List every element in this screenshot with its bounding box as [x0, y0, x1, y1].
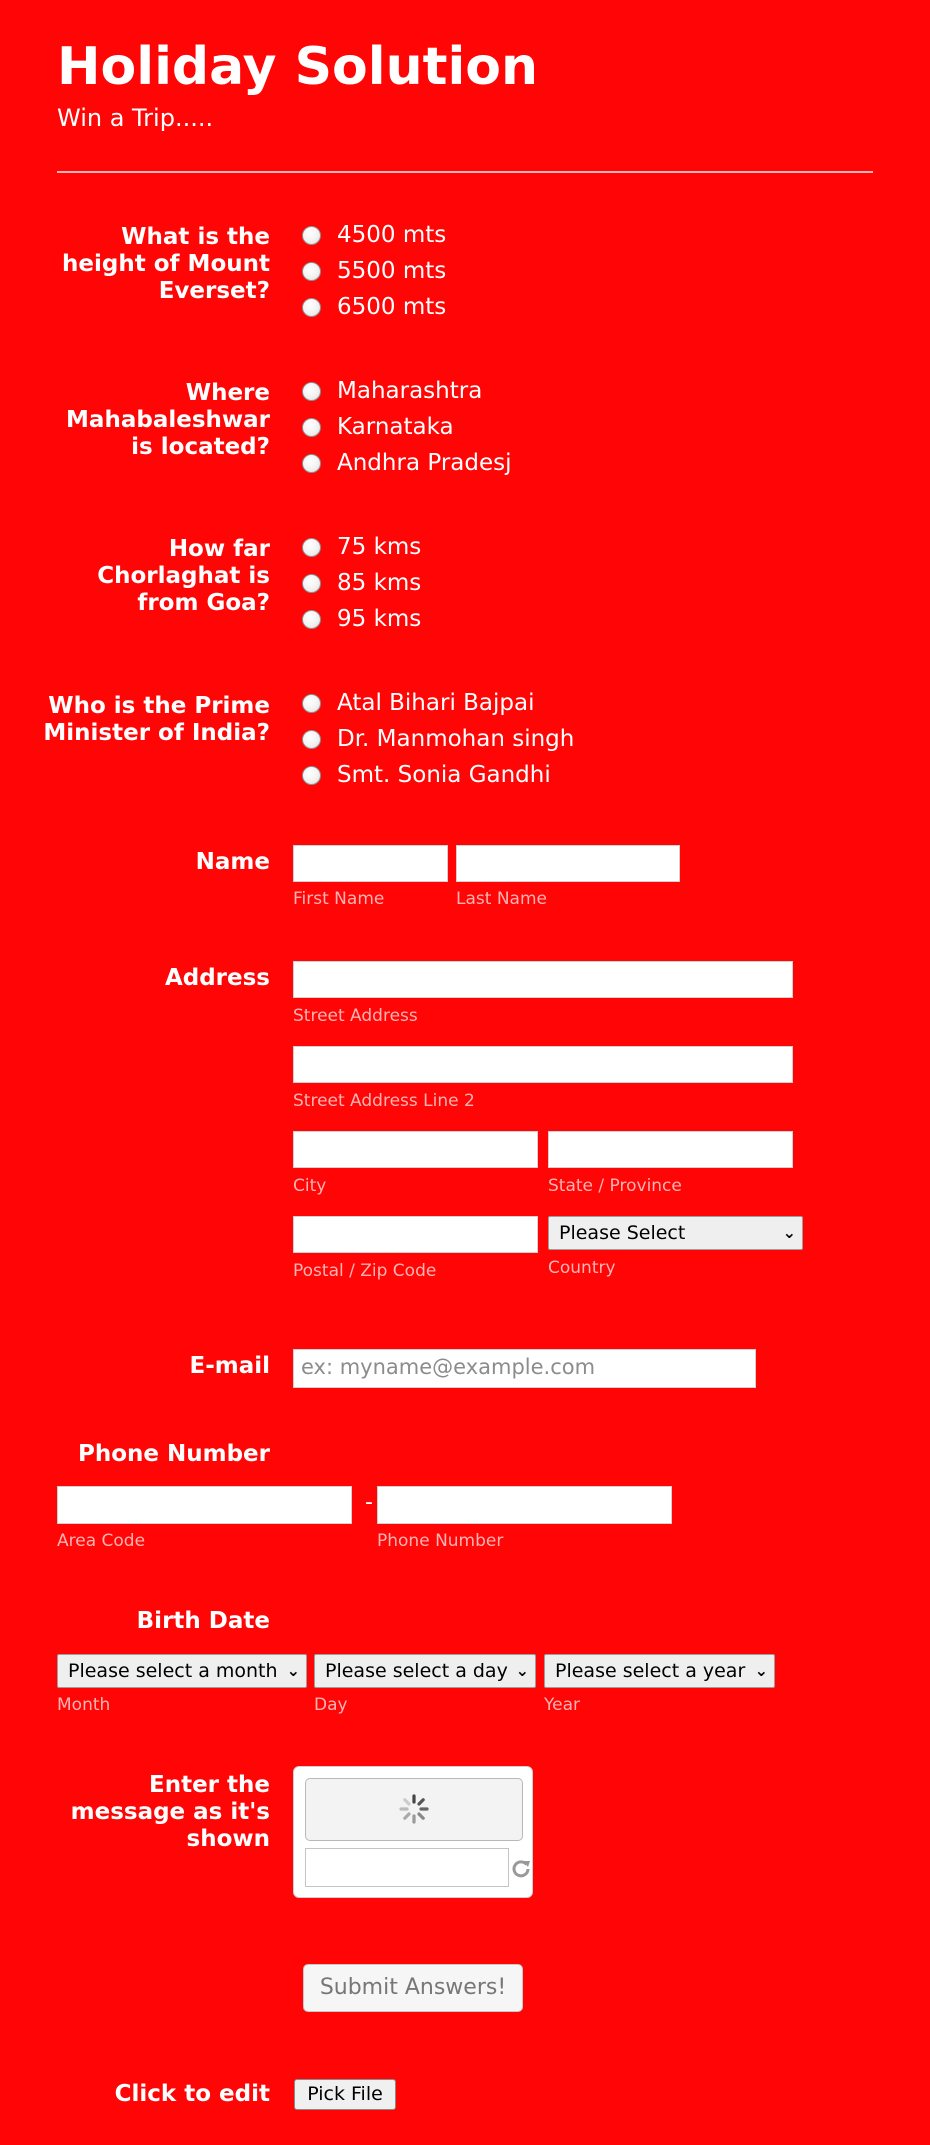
radio-button[interactable]	[302, 694, 321, 713]
birth-day-sublabel: Day	[314, 1695, 348, 1715]
header-divider	[57, 171, 873, 173]
radio-option-label: Andhra Pradesj	[337, 450, 512, 476]
page-subtitle: Win a Trip.....	[57, 104, 214, 132]
page-title: Holiday Solution	[57, 37, 539, 97]
birth-date-label: Birth Date	[136, 1608, 270, 1634]
radio-button[interactable]	[302, 262, 321, 281]
radio-option[interactable]	[300, 255, 446, 287]
question-label: Where Mahabaleshwar is located?	[66, 380, 270, 460]
upload-label: Click to edit	[114, 2081, 270, 2107]
first-name-sublabel: First Name	[293, 889, 385, 909]
submit-button[interactable]: Submit Answers!	[303, 1964, 523, 2012]
radio-button[interactable]	[302, 610, 321, 629]
country-select-value: Please Select	[559, 1222, 686, 1244]
state-sublabel: State / Province	[548, 1176, 682, 1196]
name-label: Name	[195, 849, 270, 875]
radio-option-label: 95 kms	[337, 606, 422, 632]
email-input[interactable]	[293, 1349, 756, 1388]
radio-option-label: 4500 mts	[337, 222, 447, 248]
radio-option[interactable]	[300, 531, 421, 563]
radio-option[interactable]	[300, 375, 482, 407]
radio-option-label: 6500 mts	[337, 294, 447, 320]
chevron-down-icon: ⌄	[782, 1223, 796, 1242]
pick-file-button[interactable]: Pick File	[294, 2079, 396, 2110]
radio-option-label: Maharashtra	[337, 378, 483, 404]
phone-label: Phone Number	[77, 1441, 270, 1467]
radio-option[interactable]	[300, 411, 454, 443]
birth-month-select[interactable]	[57, 1654, 307, 1688]
area-code-input[interactable]	[57, 1486, 352, 1524]
phone-number-input[interactable]	[377, 1486, 672, 1524]
birth-month-value: Please select a month	[68, 1660, 278, 1682]
birth-year-sublabel: Year	[544, 1695, 580, 1715]
chevron-down-icon: ⌄	[754, 1661, 768, 1680]
question-label: What is the height of Mount Everset?	[62, 224, 270, 304]
radio-option-label: Karnataka	[337, 414, 454, 440]
last-name-sublabel: Last Name	[456, 889, 547, 909]
radio-option-label: 85 kms	[337, 570, 422, 596]
email-label: E-mail	[189, 1353, 270, 1379]
phone-number-sublabel: Phone Number	[377, 1531, 504, 1551]
captcha-image	[305, 1778, 523, 1841]
refresh-icon[interactable]	[511, 1858, 531, 1878]
radio-option[interactable]	[300, 603, 421, 635]
phone-separator: -	[365, 1490, 373, 1515]
chevron-down-icon: ⌄	[515, 1661, 529, 1680]
birth-year-select[interactable]	[544, 1654, 775, 1688]
birth-day-select[interactable]	[314, 1654, 536, 1688]
radio-button[interactable]	[302, 574, 321, 593]
state-input[interactable]	[548, 1131, 793, 1168]
last-name-input[interactable]	[456, 845, 680, 882]
birth-day-value: Please select a day	[325, 1660, 508, 1682]
radio-button[interactable]	[302, 382, 321, 401]
street-address-line2-input[interactable]	[293, 1046, 793, 1083]
radio-option-label: Smt. Sonia Gandhi	[337, 762, 551, 788]
radio-button[interactable]	[302, 766, 321, 785]
radio-option-label: 75 kms	[337, 534, 422, 560]
radio-option[interactable]	[300, 687, 535, 719]
radio-button[interactable]	[302, 454, 321, 473]
radio-option[interactable]	[300, 291, 446, 323]
radio-option-label: Atal Bihari Bajpai	[337, 690, 535, 716]
radio-option-label: Dr. Manmohan singh	[337, 726, 575, 752]
radio-option[interactable]	[300, 723, 574, 755]
area-code-sublabel: Area Code	[57, 1531, 146, 1551]
question-label: How far Chorlaghat is from Goa?	[97, 536, 270, 616]
birth-month-sublabel: Month	[57, 1695, 111, 1715]
radio-option-label: 5500 mts	[337, 258, 447, 284]
postal-code-input[interactable]	[293, 1216, 538, 1253]
question-label: Who is the Prime Minister of India?	[43, 693, 270, 746]
postal-code-sublabel: Postal / Zip Code	[293, 1261, 437, 1281]
street-address-input[interactable]	[293, 961, 793, 998]
city-sublabel: City	[293, 1176, 327, 1196]
radio-button[interactable]	[302, 226, 321, 245]
radio-option[interactable]	[300, 759, 551, 791]
loading-spinner-icon	[397, 1792, 431, 1826]
radio-option[interactable]	[300, 219, 446, 251]
radio-button[interactable]	[302, 298, 321, 317]
address-label: Address	[164, 965, 270, 991]
radio-option[interactable]	[300, 567, 421, 599]
radio-option[interactable]	[300, 447, 512, 479]
street-address-line2-sublabel: Street Address Line 2	[293, 1091, 475, 1111]
email-placeholder: ex: myname@example.com	[301, 1355, 596, 1379]
city-input[interactable]	[293, 1131, 538, 1168]
country-select[interactable]	[548, 1216, 803, 1250]
first-name-input[interactable]	[293, 845, 448, 882]
street-address-sublabel: Street Address	[293, 1006, 418, 1026]
radio-button[interactable]	[302, 538, 321, 557]
chevron-down-icon: ⌄	[286, 1661, 300, 1680]
captcha-label: Enter the message as it's shown	[70, 1772, 270, 1852]
country-sublabel: Country	[548, 1258, 616, 1278]
radio-button[interactable]	[302, 730, 321, 749]
radio-button[interactable]	[302, 418, 321, 437]
captcha-input[interactable]	[305, 1848, 509, 1887]
birth-year-value: Please select a year	[555, 1660, 746, 1682]
